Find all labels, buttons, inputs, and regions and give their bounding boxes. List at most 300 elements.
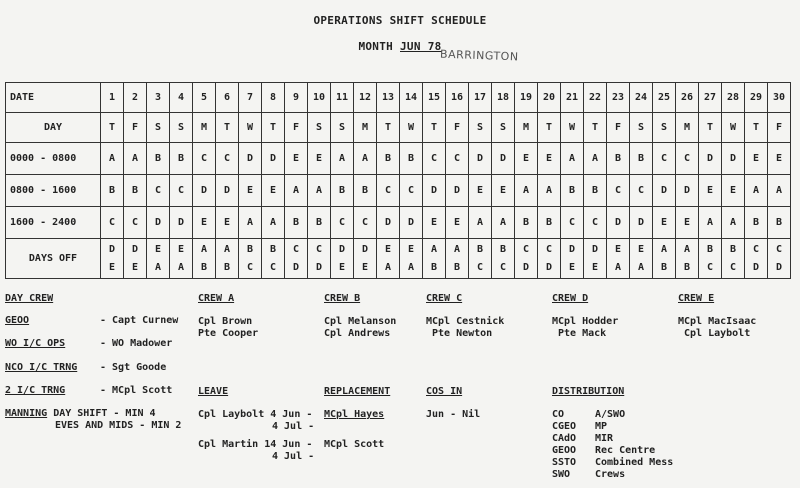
shift-cell: D <box>262 143 285 175</box>
leave-until: 4 Jul - <box>272 451 315 462</box>
day-cell: W <box>722 113 745 143</box>
date-cell: 27 <box>699 83 722 113</box>
shift-cell: E <box>538 143 561 175</box>
shift-cell: C <box>607 175 630 207</box>
day-cell: F <box>607 113 630 143</box>
shift-cell: A <box>239 207 262 239</box>
shift-cell: E <box>308 143 331 175</box>
days-off-cell <box>101 239 124 279</box>
day-cell: S <box>147 113 170 143</box>
date-cell: 7 <box>239 83 262 113</box>
day-cell: S <box>469 113 492 143</box>
days-off-cell <box>745 239 768 279</box>
day-cell: S <box>170 113 193 143</box>
shift-cell: A <box>331 143 354 175</box>
shift-cell: E <box>745 143 768 175</box>
dist-to: Combined Mess <box>595 457 674 468</box>
shift-cell: B <box>331 175 354 207</box>
shift-cell: C <box>584 207 607 239</box>
shift-cell: A <box>354 143 377 175</box>
days-off-bottom: D <box>545 261 553 273</box>
shift-cell: C <box>101 207 124 239</box>
shift-cell: C <box>193 143 216 175</box>
days-off-top: E <box>384 243 392 255</box>
days-off-bottom: B <box>200 261 208 273</box>
date-cell: 28 <box>722 83 745 113</box>
shift-cell: C <box>630 175 653 207</box>
date-cell: 12 <box>354 83 377 113</box>
shift-cell: D <box>216 175 239 207</box>
crew-member: Cpl Laybolt <box>684 328 751 339</box>
days-off-bottom: A <box>177 261 185 273</box>
dist-to: MIR <box>595 433 614 444</box>
role-name: - Sgt Goode <box>100 362 167 373</box>
shift-cell: C <box>561 207 584 239</box>
shift-cell: C <box>170 175 193 207</box>
day-cell: F <box>285 113 308 143</box>
dist-code: CO <box>552 409 565 420</box>
days-off-cell <box>538 239 561 279</box>
days-off-bottom: D <box>522 261 530 273</box>
crew-d-heading: CREW D <box>552 293 589 304</box>
role-name: - WO Madower <box>100 338 173 349</box>
dist-to: Crews <box>595 469 626 480</box>
date-cell: 21 <box>561 83 584 113</box>
days-off-top: E <box>177 243 185 255</box>
date-cell: 6 <box>216 83 239 113</box>
shift-cell: B <box>745 207 768 239</box>
shift-cell: D <box>722 143 745 175</box>
shift-cell: B <box>584 175 607 207</box>
shift-cell: E <box>239 175 262 207</box>
day-crew-heading: DAY CREW <box>5 293 54 304</box>
shift-cell: B <box>308 207 331 239</box>
shift-cell: E <box>768 143 791 175</box>
shift-cell: A <box>124 143 147 175</box>
day-cell: M <box>515 113 538 143</box>
days-off-top: B <box>706 243 714 255</box>
shift-cell: A <box>469 207 492 239</box>
role-label: GEOO <box>5 315 30 326</box>
days-off-bottom: A <box>637 261 645 273</box>
shift-cell: C <box>377 175 400 207</box>
leave-entry: Cpl Laybolt 4 Jun - <box>198 409 313 420</box>
days-off-cell <box>170 239 193 279</box>
days-off-bottom: B <box>430 261 438 273</box>
cos-in-heading: COS IN <box>426 386 463 397</box>
day-cell: T <box>538 113 561 143</box>
shift-cell: D <box>239 143 262 175</box>
days-off-cell <box>216 239 239 279</box>
days-off-cell <box>193 239 216 279</box>
date-cell: 29 <box>745 83 768 113</box>
shift-cell: B <box>768 207 791 239</box>
shift-cell: B <box>170 143 193 175</box>
shift-cell: A <box>584 143 607 175</box>
days-off-cell <box>492 239 515 279</box>
shift-label: 1600 - 2400 <box>6 207 101 239</box>
shift-cell: A <box>492 207 515 239</box>
date-cell: 17 <box>469 83 492 113</box>
date-cell: 2 <box>124 83 147 113</box>
date-cell: 10 <box>308 83 331 113</box>
days-off-top: A <box>430 243 438 255</box>
days-off-cell <box>469 239 492 279</box>
dist-code: SSTO <box>552 457 577 468</box>
shift-cell: C <box>446 143 469 175</box>
date-cell: 25 <box>653 83 676 113</box>
shift-cell: C <box>216 143 239 175</box>
day-cell: T <box>745 113 768 143</box>
document-title: OPERATIONS SHIFT SCHEDULE <box>313 14 487 27</box>
days-off-cell <box>124 239 147 279</box>
crew-member: Cpl Andrews <box>324 328 391 339</box>
shift-cell: B <box>561 175 584 207</box>
shift-cell: B <box>607 143 630 175</box>
days-off-top: E <box>407 243 415 255</box>
shift-cell: D <box>446 175 469 207</box>
crew-b-heading: CREW B <box>324 293 361 304</box>
days-off-cell <box>515 239 538 279</box>
leave-entry: Cpl Martin 14 Jun - <box>198 439 313 450</box>
day-cell: S <box>308 113 331 143</box>
days-off-cell <box>676 239 699 279</box>
days-off-top: C <box>315 243 323 255</box>
shift-cell: E <box>469 175 492 207</box>
days-off-bottom: C <box>706 261 714 273</box>
manning-eves-mids: EVES AND MIDS - MIN 2 <box>55 420 182 431</box>
day-cell: M <box>676 113 699 143</box>
manning-day-shift: DAY SHIFT - MIN 4 <box>53 408 156 419</box>
shift-label: 0000 - 0800 <box>6 143 101 175</box>
shift-cell: A <box>285 175 308 207</box>
days-off-cell <box>630 239 653 279</box>
shift-cell: E <box>262 175 285 207</box>
days-off-cell <box>584 239 607 279</box>
shift-cell: E <box>699 175 722 207</box>
shift-cell: E <box>423 207 446 239</box>
days-off-top: E <box>154 243 162 255</box>
shift-cell: B <box>354 175 377 207</box>
shift-cell: B <box>377 143 400 175</box>
shift-cell: E <box>676 207 699 239</box>
date-cell: 3 <box>147 83 170 113</box>
shift-cell: B <box>515 207 538 239</box>
day-cell: T <box>216 113 239 143</box>
shift-cell: B <box>124 175 147 207</box>
days-off-bottom: E <box>361 261 369 273</box>
days-off-bottom: D <box>775 261 783 273</box>
day-cell: F <box>446 113 469 143</box>
days-off-cell <box>561 239 584 279</box>
shift-cell: E <box>515 143 538 175</box>
shift-row <box>6 143 791 175</box>
days-off-cell <box>262 239 285 279</box>
shift-cell: D <box>170 207 193 239</box>
shift-cell: E <box>492 175 515 207</box>
shift-label: 0800 - 1600 <box>6 175 101 207</box>
shift-cell: A <box>722 207 745 239</box>
replacement-entry: MCpl Scott <box>324 439 385 450</box>
days-off-bottom: E <box>108 261 116 273</box>
days-off-bottom: E <box>131 261 139 273</box>
days-off-cell <box>377 239 400 279</box>
days-off-bottom: B <box>223 261 231 273</box>
crew-member: MCpl Hodder <box>552 316 619 327</box>
shift-cell: E <box>446 207 469 239</box>
days-off-label: DAYS OFF <box>6 239 101 279</box>
day-cell: F <box>768 113 791 143</box>
days-off-cell <box>607 239 630 279</box>
crew-member: Pte Mack <box>558 328 607 339</box>
shift-cell: D <box>423 175 446 207</box>
shift-cell: B <box>630 143 653 175</box>
handwritten-note: BARRINGTON <box>439 47 519 64</box>
days-off-top: C <box>292 243 300 255</box>
day-cell: S <box>492 113 515 143</box>
shift-cell: A <box>745 175 768 207</box>
date-cell: 13 <box>377 83 400 113</box>
shift-cell: D <box>676 175 699 207</box>
days-off-bottom: C <box>729 261 737 273</box>
days-off-bottom: A <box>614 261 622 273</box>
crew-e-heading: CREW E <box>678 293 715 304</box>
shift-cell: D <box>492 143 515 175</box>
days-off-top: D <box>361 243 369 255</box>
role-label: WO I/C OPS <box>5 338 66 349</box>
days-off-row <box>6 239 791 279</box>
date-cell: 11 <box>331 83 354 113</box>
shift-cell: B <box>285 207 308 239</box>
dist-to: A/SWO <box>595 409 626 420</box>
days-off-cell <box>331 239 354 279</box>
day-cell: M <box>193 113 216 143</box>
shift-cell: E <box>722 175 745 207</box>
shift-cell: D <box>400 207 423 239</box>
shift-cell: A <box>699 207 722 239</box>
day-label: DAY <box>6 113 101 143</box>
month-value: JUN 78 <box>400 40 442 53</box>
leave-heading: LEAVE <box>198 386 229 397</box>
replacement-entry: MCpl Hayes <box>324 409 385 420</box>
days-off-top: E <box>614 243 622 255</box>
day-cell: T <box>584 113 607 143</box>
date-cell: 16 <box>446 83 469 113</box>
shift-row <box>6 175 791 207</box>
day-cell: W <box>400 113 423 143</box>
date-cell: 23 <box>607 83 630 113</box>
shift-cell: A <box>101 143 124 175</box>
crew-member: Cpl Melanson <box>324 316 397 327</box>
cos-in-value: Jun - Nil <box>426 409 481 420</box>
day-cell: T <box>699 113 722 143</box>
shift-cell: B <box>538 207 561 239</box>
date-cell: 30 <box>768 83 791 113</box>
date-cell: 18 <box>492 83 515 113</box>
days-off-bottom: E <box>591 261 599 273</box>
days-off-top: B <box>269 243 277 255</box>
shift-row <box>6 207 791 239</box>
crew-c-heading: CREW C <box>426 293 463 304</box>
shift-cell: D <box>193 175 216 207</box>
shift-cell: A <box>561 143 584 175</box>
days-off-bottom: C <box>246 261 254 273</box>
days-off-top: B <box>499 243 507 255</box>
crew-member: Cpl Brown <box>198 316 253 327</box>
days-off-top: B <box>729 243 737 255</box>
day-cell: T <box>377 113 400 143</box>
days-off-cell <box>699 239 722 279</box>
day-cell: S <box>331 113 354 143</box>
date-cell: 1 <box>101 83 124 113</box>
days-off-bottom: D <box>292 261 300 273</box>
shift-cell: A <box>262 207 285 239</box>
days-off-top: C <box>545 243 553 255</box>
days-off-bottom: E <box>568 261 576 273</box>
day-row <box>6 113 791 143</box>
days-off-top: A <box>660 243 668 255</box>
month-line <box>0 40 800 53</box>
replacement-heading: REPLACEMENT <box>324 386 391 397</box>
day-cell: T <box>423 113 446 143</box>
dist-code: CGEO <box>552 421 577 432</box>
days-off-top: A <box>223 243 231 255</box>
days-off-top: C <box>752 243 760 255</box>
day-cell: W <box>239 113 262 143</box>
days-off-top: B <box>476 243 484 255</box>
shift-cell: D <box>147 207 170 239</box>
shift-cell: D <box>699 143 722 175</box>
date-cell: 8 <box>262 83 285 113</box>
shift-cell: A <box>538 175 561 207</box>
role-label: 2 I/C TRNG <box>5 385 66 396</box>
days-off-cell <box>423 239 446 279</box>
days-off-top: E <box>637 243 645 255</box>
crew-member: MCpl Cestnick <box>426 316 505 327</box>
shift-cell: C <box>653 143 676 175</box>
shift-schedule-table <box>5 82 791 279</box>
shift-cell: C <box>147 175 170 207</box>
days-off-cell <box>768 239 791 279</box>
shift-cell: C <box>124 207 147 239</box>
date-cell: 9 <box>285 83 308 113</box>
shift-cell: C <box>423 143 446 175</box>
days-off-bottom: B <box>660 261 668 273</box>
days-off-bottom: B <box>453 261 461 273</box>
shift-cell: D <box>607 207 630 239</box>
shift-cell: D <box>377 207 400 239</box>
days-off-top: A <box>453 243 461 255</box>
dist-code: CAdO <box>552 433 577 444</box>
days-off-cell <box>653 239 676 279</box>
days-off-bottom: A <box>154 261 162 273</box>
date-cell: 5 <box>193 83 216 113</box>
days-off-cell <box>722 239 745 279</box>
date-cell: 15 <box>423 83 446 113</box>
shift-cell: A <box>515 175 538 207</box>
day-cell: M <box>354 113 377 143</box>
day-cell: S <box>630 113 653 143</box>
days-off-bottom: B <box>683 261 691 273</box>
days-off-top: A <box>683 243 691 255</box>
days-off-bottom: A <box>407 261 415 273</box>
date-cell: 19 <box>515 83 538 113</box>
manning-label: MANNING <box>5 408 48 419</box>
manning-line-1 <box>5 408 156 420</box>
crew-member: MCpl MacIsaac <box>678 316 757 327</box>
shift-cell: D <box>469 143 492 175</box>
date-cell: 26 <box>676 83 699 113</box>
days-off-cell <box>147 239 170 279</box>
days-off-top: D <box>131 243 139 255</box>
shift-cell: E <box>193 207 216 239</box>
days-off-bottom: A <box>384 261 392 273</box>
days-off-top: D <box>591 243 599 255</box>
days-off-cell <box>446 239 469 279</box>
days-off-cell <box>285 239 308 279</box>
month-label: MONTH <box>358 40 394 53</box>
shift-cell: C <box>354 207 377 239</box>
day-cell: F <box>124 113 147 143</box>
shift-cell: D <box>630 207 653 239</box>
date-cell: 22 <box>584 83 607 113</box>
day-cell: T <box>101 113 124 143</box>
days-off-top: C <box>522 243 530 255</box>
shift-cell: C <box>676 143 699 175</box>
shift-cell: B <box>147 143 170 175</box>
days-off-top: D <box>568 243 576 255</box>
day-cell: S <box>653 113 676 143</box>
dist-code: SWO <box>552 469 571 480</box>
date-cell: 20 <box>538 83 561 113</box>
date-cell: 24 <box>630 83 653 113</box>
shift-cell: E <box>216 207 239 239</box>
distribution-heading: DISTRIBUTION <box>552 386 625 397</box>
days-off-cell <box>308 239 331 279</box>
days-off-top: C <box>775 243 783 255</box>
shift-cell: E <box>285 143 308 175</box>
date-label: DATE <box>6 83 101 113</box>
days-off-top: B <box>246 243 254 255</box>
date-row <box>6 83 791 113</box>
role-label: NCO I/C TRNG <box>5 362 78 373</box>
role-name: - MCpl Scott <box>100 385 173 396</box>
days-off-bottom: C <box>269 261 277 273</box>
shift-cell: B <box>400 143 423 175</box>
dist-code: GEOO <box>552 445 577 456</box>
shift-cell: A <box>768 175 791 207</box>
days-off-top: D <box>108 243 116 255</box>
date-cell: 4 <box>170 83 193 113</box>
days-off-bottom: C <box>476 261 484 273</box>
dist-to: MP <box>595 421 608 432</box>
days-off-cell <box>239 239 262 279</box>
shift-cell: A <box>308 175 331 207</box>
day-cell: W <box>561 113 584 143</box>
crew-a-heading: CREW A <box>198 293 235 304</box>
days-off-cell <box>354 239 377 279</box>
days-off-bottom: C <box>499 261 507 273</box>
days-off-top: A <box>200 243 208 255</box>
days-off-bottom: D <box>315 261 323 273</box>
shift-cell: E <box>653 207 676 239</box>
shift-cell: C <box>331 207 354 239</box>
days-off-bottom: D <box>752 261 760 273</box>
day-cell: T <box>262 113 285 143</box>
dist-to: Rec Centre <box>595 445 656 456</box>
crew-member: Pte Newton <box>432 328 493 339</box>
role-name: - Capt Curnew <box>100 315 179 326</box>
